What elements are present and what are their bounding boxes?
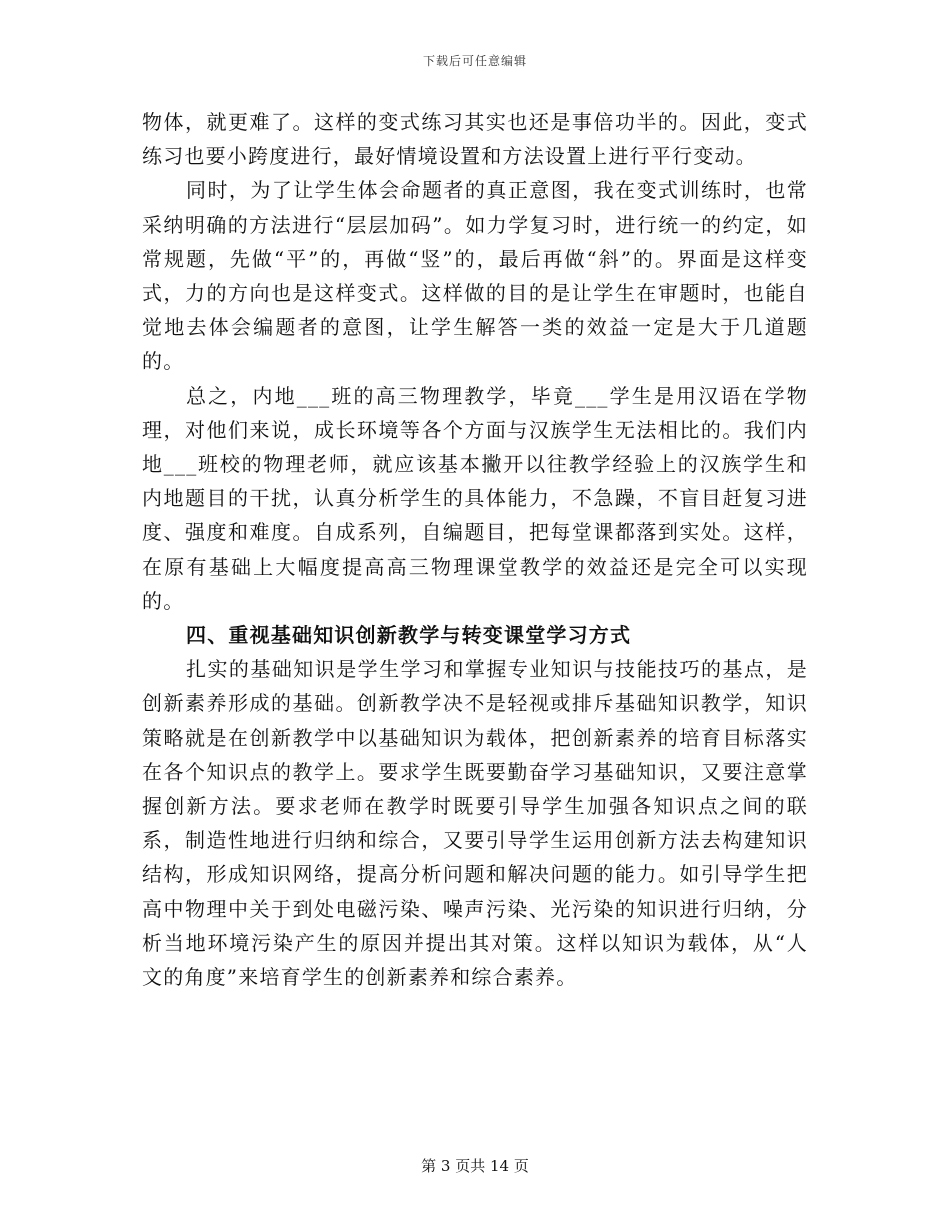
page-header: 下载后可任意编辑 (422, 54, 527, 68)
page-number: 第 3 页共 14 页 (421, 1157, 529, 1175)
paragraph-1: 物体，就更难了。这样的变式练习其实也还是事倍功半的。因此，变式练习也要小跨度进行，最好情境设置和方法设置上进行平行变动。 (142, 110, 808, 169)
paragraph-2: 同时，为了让学生体会命题者的真正意图，我在变式训练时，也常采纳明确的方法进行“层层加码”。如力学复习时，进行统一的约定，如常规题，先做“平”的，再做“竖”的，最后再做“斜”的。界面是这样变式，力的方向也是这样变式。这样做的目的是让学生在审题时，也能自觉地去体会编题者的意图，让学生解答一类的效益一定是大于几道题的。 (142, 178, 808, 374)
paragraph-3: 总之，内地___班的高三物理教学，毕竟___学生是用汉语在学物理，对他们来说，成长环境等各个方面与汉族学生无法相比的。我们内地___班校的物理老师，就应该基本撇开以往教学经验上的汉族学生和内地题目的干扰，认真分析学生的具体能力，不急躁，不盲目赶复习进度、强度和难度。自成系列，自编题目，把每堂课都落到实处。这样，在原有基础上大幅度提高高三物理课堂教学的效益还是完全可以实现的。 (142, 383, 808, 613)
section-heading: 四、重视基础知识创新教学与转变课堂学习方式 (186, 623, 632, 648)
document-body (142, 105, 808, 994)
section-paragraph-1: 扎实的基础知识是学生学习和掌握专业知识与技能技巧的基点，是创新素养形成的基础。创新教学决不是轻视或排斥基础知识教学，知识策略就是在创新教学中以基础知识为载体，把创新素养的培育目标落实在各个知识点的教学上。要求学生既要勤奋学习基础知识，又要注意掌握创新方法。要求老师在教学时既要引导学生加强各知识点之间的联系，制造性地进行归纳和综合，又要引导学生运用创新方法去构建知识结构，形成知识网络，提高分析问题和解决问题的能力。如引导学生把高中物理中关于到处电磁污染、噪声污染、光污染的知识进行归纳，分析当地环境污染产生的原因并提出其对策。这样以知识为载体，从“人文的角度”来培育学生的创新素养和综合素养。 (142, 657, 808, 990)
